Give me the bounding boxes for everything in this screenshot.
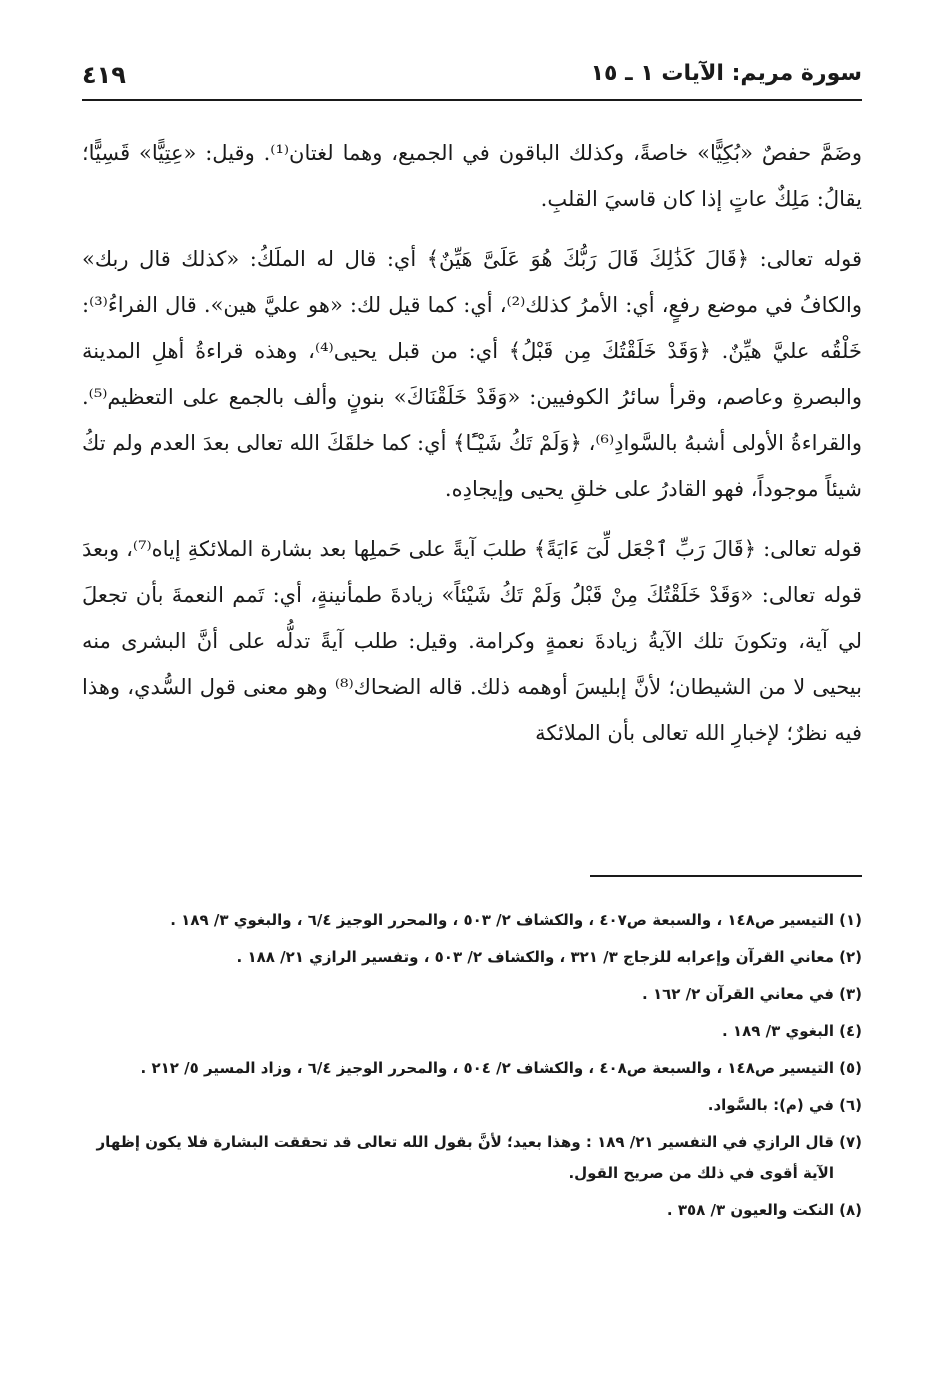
- footnote-text: التيسير ص١٤٨ ، والسبعة ص٤٠٨ ، والكشاف ٢/ ٥٠٤ ، والمحرر الوجيز ٦/٤ ، وزاد المسير ٥/ ٢١٢ .: [140, 1059, 834, 1077]
- footnote-number: (٢): [839, 948, 862, 966]
- footnote-text: معاني القرآن وإعرابه للزجاج ٣/ ٣٢١ ، والكشاف ٢/ ٥٠٣ ، وتفسير الرازي ٢١/ ١٨٨ .: [236, 948, 834, 966]
- footnote: [82, 905, 862, 936]
- footnote-separator: [590, 875, 862, 877]
- footnote-text: النكت والعيون ٣/ ٣٥٨ .: [666, 1201, 834, 1219]
- footnote-text: في (م): بالسَّواد.: [707, 1096, 834, 1114]
- header-rule: [82, 99, 862, 101]
- paragraph: وضَمَّ حفصٌ «بُكِيًّا» خاصةً، وكذلك الباقون في الجميع، وهما لغتان⁽¹⁾. وقيل: «عِتِيًّا» قَسِيًّا؛ يقالُ: مَلِكٌ عاتٍ إذا كان قاسيَ القلبِ.: [82, 141, 862, 211]
- main-text: [82, 130, 862, 770]
- footnote: [82, 942, 862, 973]
- footnote: [82, 1195, 862, 1226]
- page-number: ٤١٩: [82, 61, 126, 89]
- footnote: [82, 979, 862, 1010]
- footnote: [82, 1053, 862, 1084]
- footnote-number: (٥): [839, 1059, 862, 1077]
- paragraph: قوله تعالى: ﴿قَالَ كَذَٰلِكَ قَالَ رَبُّكَ هُوَ عَلَىَّ هَيِّنٌ﴾ أي: قال له الملَكُ: «كذلك قال ربك» والكافُ في موضع رفعٍ، أي: الأمرُ كذلك⁽²⁾، أي: كما قيل لك: «هو عليَّ هين». قال الفراءُ⁽³⁾: خَلْقُه عليَّ هيِّنٌ. ﴿وَقَدْ خَلَقْتُكَ مِن قَبْلُ﴾ أي: من قبل يحيى⁽⁴⁾، وهذه قراءةُ أهلِ المدينة والبصرةِ وعاصم، وقرأ سائرُ الكوفيين: «وَقَدْ خَلَقْنَاكَ» بنونٍ وألف بالجمع على التعظيم⁽⁵⁾. والقراءةُ الأولى أشبهُ بالسَّوادِ⁽⁶⁾، ﴿وَلَمْ تَكُ شَيْـًٔا﴾ أي: كما خلقَكَ الله تعالى بعدَ العدم ولم تكُ شيئاً موجوداً، فهو القادرُ على خلقِ يحيى وإيجادِه.: [82, 247, 862, 501]
- footnote-text: في معاني القرآن ٢/ ١٦٢ .: [642, 985, 834, 1003]
- footnote: [82, 1016, 862, 1047]
- footnote-text: البغوي ٣/ ١٨٩ .: [722, 1022, 834, 1040]
- footnote: [82, 1127, 862, 1189]
- page-header: [82, 55, 862, 101]
- footnote-number: (١): [839, 911, 862, 929]
- footnote-number: (٤): [839, 1022, 862, 1040]
- footnote-number: (٧): [839, 1133, 862, 1151]
- footnote-number: (٣): [839, 985, 862, 1003]
- footnotes: [82, 905, 862, 1232]
- footnote-text: التيسير ص١٤٨ ، والسبعة ص٤٠٧ ، والكشاف ٢/ ٥٠٣ ، والمحرر الوجيز ٦/٤ ، والبغوي ٣/ ١٨٩ .: [170, 911, 834, 929]
- footnote: [82, 1090, 862, 1121]
- footnote-number: (٨): [839, 1201, 862, 1219]
- running-title: سورة مريم: الآيات ١ ـ ١٥: [590, 61, 862, 86]
- paragraph: قوله تعالى: ﴿قَالَ رَبِّ ٱجْعَل لِّىٓ ءَايَةً﴾ طلبَ آيةً على حَملِها بعد بشارة الملائكةِ إياه⁽⁷⁾، وبعدَ قوله تعالى: «وَقَدْ خَلَقْتُكَ مِنْ قَبْلُ وَلَمْ تَكُ شَيْئاً» زيادةَ طمأنينةٍ، أي: تَمم النعمةَ بأن تجعلَ لي آية، وتكونَ تلك الآيةُ زيادةَ نعمةٍ وكرامة. وقيل: طلب آيةً تدلُّه على أنَّ البشرى منه بيحيى لا من الشيطان؛ لأنَّ إبليسَ أوهمه ذلك. قاله الضحاك⁽⁸⁾ وهو معنى قول السُّدي، وهذا فيه نظرٌ؛ لإخبارِ الله تعالى بأن الملائكة: [82, 537, 862, 745]
- footnote-text: قال الرازي في التفسير ٢١/ ١٨٩ : وهذا بعيد؛ لأنَّ بقول الله تعالى قد تحققت البشارة فلا يكون إظهار الآية أقوى في ذلك من صريح القول.: [96, 1133, 834, 1182]
- footnote-number: (٦): [839, 1096, 862, 1114]
